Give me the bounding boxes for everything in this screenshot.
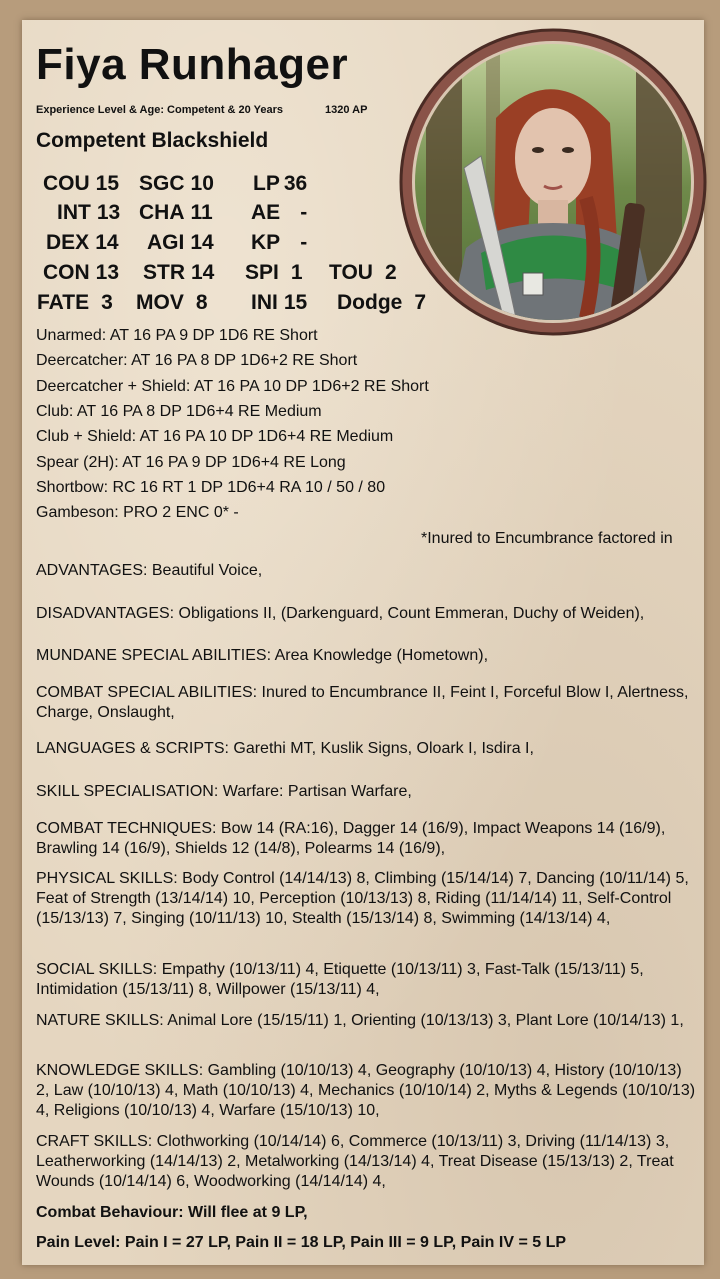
pain-level: Pain Level: Pain I = 27 LP, Pain II = 18 LP, Pain III = 9 LP, Pain IV = 5 LP: [36, 1234, 567, 1251]
stat-kp: KP -: [251, 231, 308, 254]
advantages: ADVANTAGES: Beautiful Voice,: [36, 562, 263, 579]
nature-skills: NATURE SKILLS: Animal Lore (15/15/11) 1, Orienting (10/13/13) 3, Plant Lore (10/14/13) 1,: [36, 1012, 684, 1029]
stat-dex: DEX 14: [46, 231, 119, 254]
stat-cha: CHA 11: [139, 201, 213, 224]
combat-special-abilities: COMBAT SPECIAL ABILITIES: Inured to Encumbrance II, Feint I, Forceful Blow I, Alertness, Charge, Onslaught,: [36, 684, 689, 721]
knowledge-skills: KNOWLEDGE SKILLS: Gambling (10/10/13) 4, Geography (10/10/13) 4, History (10/10/13) 2, Law (10/10/13) 4, Math (10/10/13) 4, Mechanics (10/10/14) 2, Myths & Legends (10/10/13) 4, Religions (10/10/13) 4, Warfare (15/10/13) 10,: [36, 1062, 696, 1119]
stat-str: STR 14: [143, 261, 215, 284]
craft-skills: CRAFT SKILLS: Clothworking (10/14/14) 6, Commerce (10/13/11) 3, Driving (11/14/13) 3, Leatherworking (14/14/13) 2, Metalworking (14/13/14) 4, Treat Disease (15/13/13) 2, Treat Wounds (10/14/14) 6, Woodworking (14/14/14) 4,: [36, 1133, 674, 1190]
armor-line: Gambeson: PRO 2 ENC 0* -: [36, 504, 239, 521]
weapon-line: Club: AT 16 PA 8 DP 1D6+4 RE Medium: [36, 403, 322, 420]
weapon-line: Deercatcher + Shield: AT 16 PA 10 DP 1D6+2 RE Short: [36, 378, 429, 395]
languages-scripts: LANGUAGES & SCRIPTS: Garethi MT, Kuslik Signs, Oloark I, Isdira I,: [36, 740, 534, 757]
disadvantages: DISADVANTAGES: Obligations II, (Darkenguard, Count Emmeran, Duchy of Weiden),: [36, 605, 645, 622]
adventure-points: 1320 AP: [325, 104, 368, 116]
stat-con: CON 13: [43, 261, 120, 284]
stat-fate: FATE 3: [37, 291, 113, 314]
skill-specialisation: SKILL SPECIALISATION: Warfare: Partisan Warfare,: [36, 783, 412, 800]
character-portrait: [386, 28, 720, 336]
weapon-line: Unarmed: AT 16 PA 9 DP 1D6 RE Short: [36, 327, 318, 344]
weapon-line: Club + Shield: AT 16 PA 10 DP 1D6+4 RE Medium: [36, 428, 394, 445]
experience-level: Experience Level & Age: Competent & 20 Years: [36, 104, 283, 116]
stat-agi: AGI 14: [147, 231, 214, 254]
weapon-line: Deercatcher: AT 16 PA 8 DP 1D6+2 RE Short: [36, 352, 358, 369]
character-name: Fiya Runhager: [36, 40, 349, 89]
profession: Competent Blackshield: [36, 129, 269, 152]
stat-cou: COU 15: [43, 172, 120, 195]
stat-sgc: SGC 10: [139, 172, 214, 195]
stat-lp: LP 36: [253, 172, 308, 195]
encumbrance-note: *Inured to Encumbrance factored in: [421, 530, 673, 547]
stat-tou: TOU 2: [329, 261, 397, 284]
physical-skills: PHYSICAL SKILLS: Body Control (14/14/13) 8, Climbing (15/14/14) 7, Dancing (10/11/14) 5, Feat of Strength (13/14/14) 10, Perception (10/13/13) 8, Riding (11/14/14) 11, Self-Control (15/13/13) 7, Singing (10/11/13) 10, Stealth (15/13/14) 8, Swimming (14/13/14) 4,: [36, 870, 689, 927]
weapon-line: Spear (2H): AT 16 PA 9 DP 1D6+4 RE Long: [36, 454, 346, 471]
weapon-line: Shortbow: RC 16 RT 1 DP 1D6+4 RA 10 / 50 / 80: [36, 479, 386, 496]
social-skills: SOCIAL SKILLS: Empathy (10/13/11) 4, Etiquette (10/13/11) 3, Fast-Talk (15/13/11) 5, Intimidation (15/13/11) 8, Willpower (15/13/11) 4,: [36, 961, 644, 998]
stat-spi: SPI 1: [245, 261, 303, 284]
stat-int: INT 13: [57, 201, 121, 224]
stat-ae: AE -: [251, 201, 308, 224]
stat-dodge: Dodge 7: [337, 291, 427, 314]
combat-techniques: COMBAT TECHNIQUES: Bow 14 (RA:16), Dagger 14 (16/9), Impact Weapons 14 (16/9), Brawling 14 (16/9), Shields 12 (14/8), Polearms 14 (16/9),: [36, 820, 666, 857]
combat-behaviour: Combat Behaviour: Will flee at 9 LP,: [36, 1204, 308, 1221]
mundane-special-abilities: MUNDANE SPECIAL ABILITIES: Area Knowledge (Hometown),: [36, 647, 489, 664]
stat-ini: INI 15: [251, 291, 308, 314]
stat-mov: MOV 8: [136, 291, 208, 314]
